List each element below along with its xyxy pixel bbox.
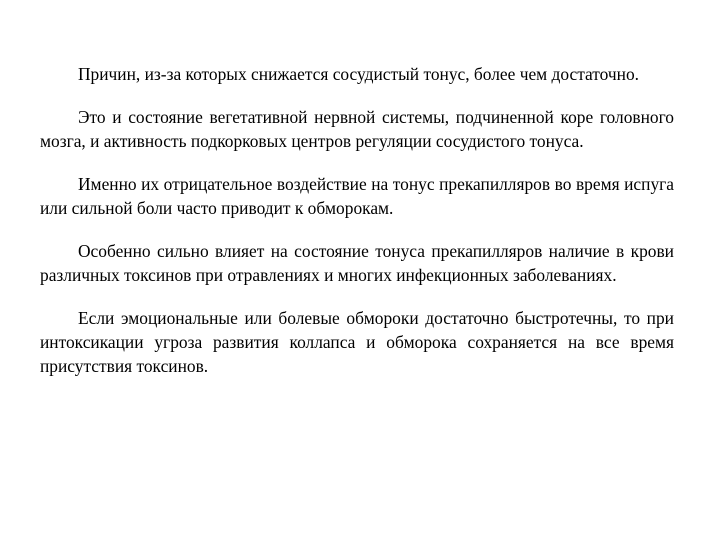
- paragraph-toxins: Особенно сильно влияет на состояние тонуса прекапилляров наличие в крови различных токсинов при отравлениях и многих инфекционных заболеваниях.: [40, 241, 674, 285]
- paragraph-causes: Причин, из-за которых снижается сосудистый тонус, более чем достаточно.: [78, 64, 640, 84]
- paragraph-intoxication: Если эмоциональные или болевые обмороки достаточно быстротечны, то при интоксикации угроза развития коллапса и обморока сохраняется на все время присутствия токсинов.: [40, 308, 674, 376]
- paragraph-nervous-system: Это и состояние вегетативной нервной системы, подчиненной коре головного мозга, и активность подкорковых центров регуляции сосудистого тонуса.: [40, 107, 674, 151]
- document-body: [40, 62, 674, 397]
- paragraph-fear-pain: Именно их отрицательное воздействие на тонус прекапилляров во время испуга или сильной боли часто приводит к обморокам.: [40, 174, 674, 218]
